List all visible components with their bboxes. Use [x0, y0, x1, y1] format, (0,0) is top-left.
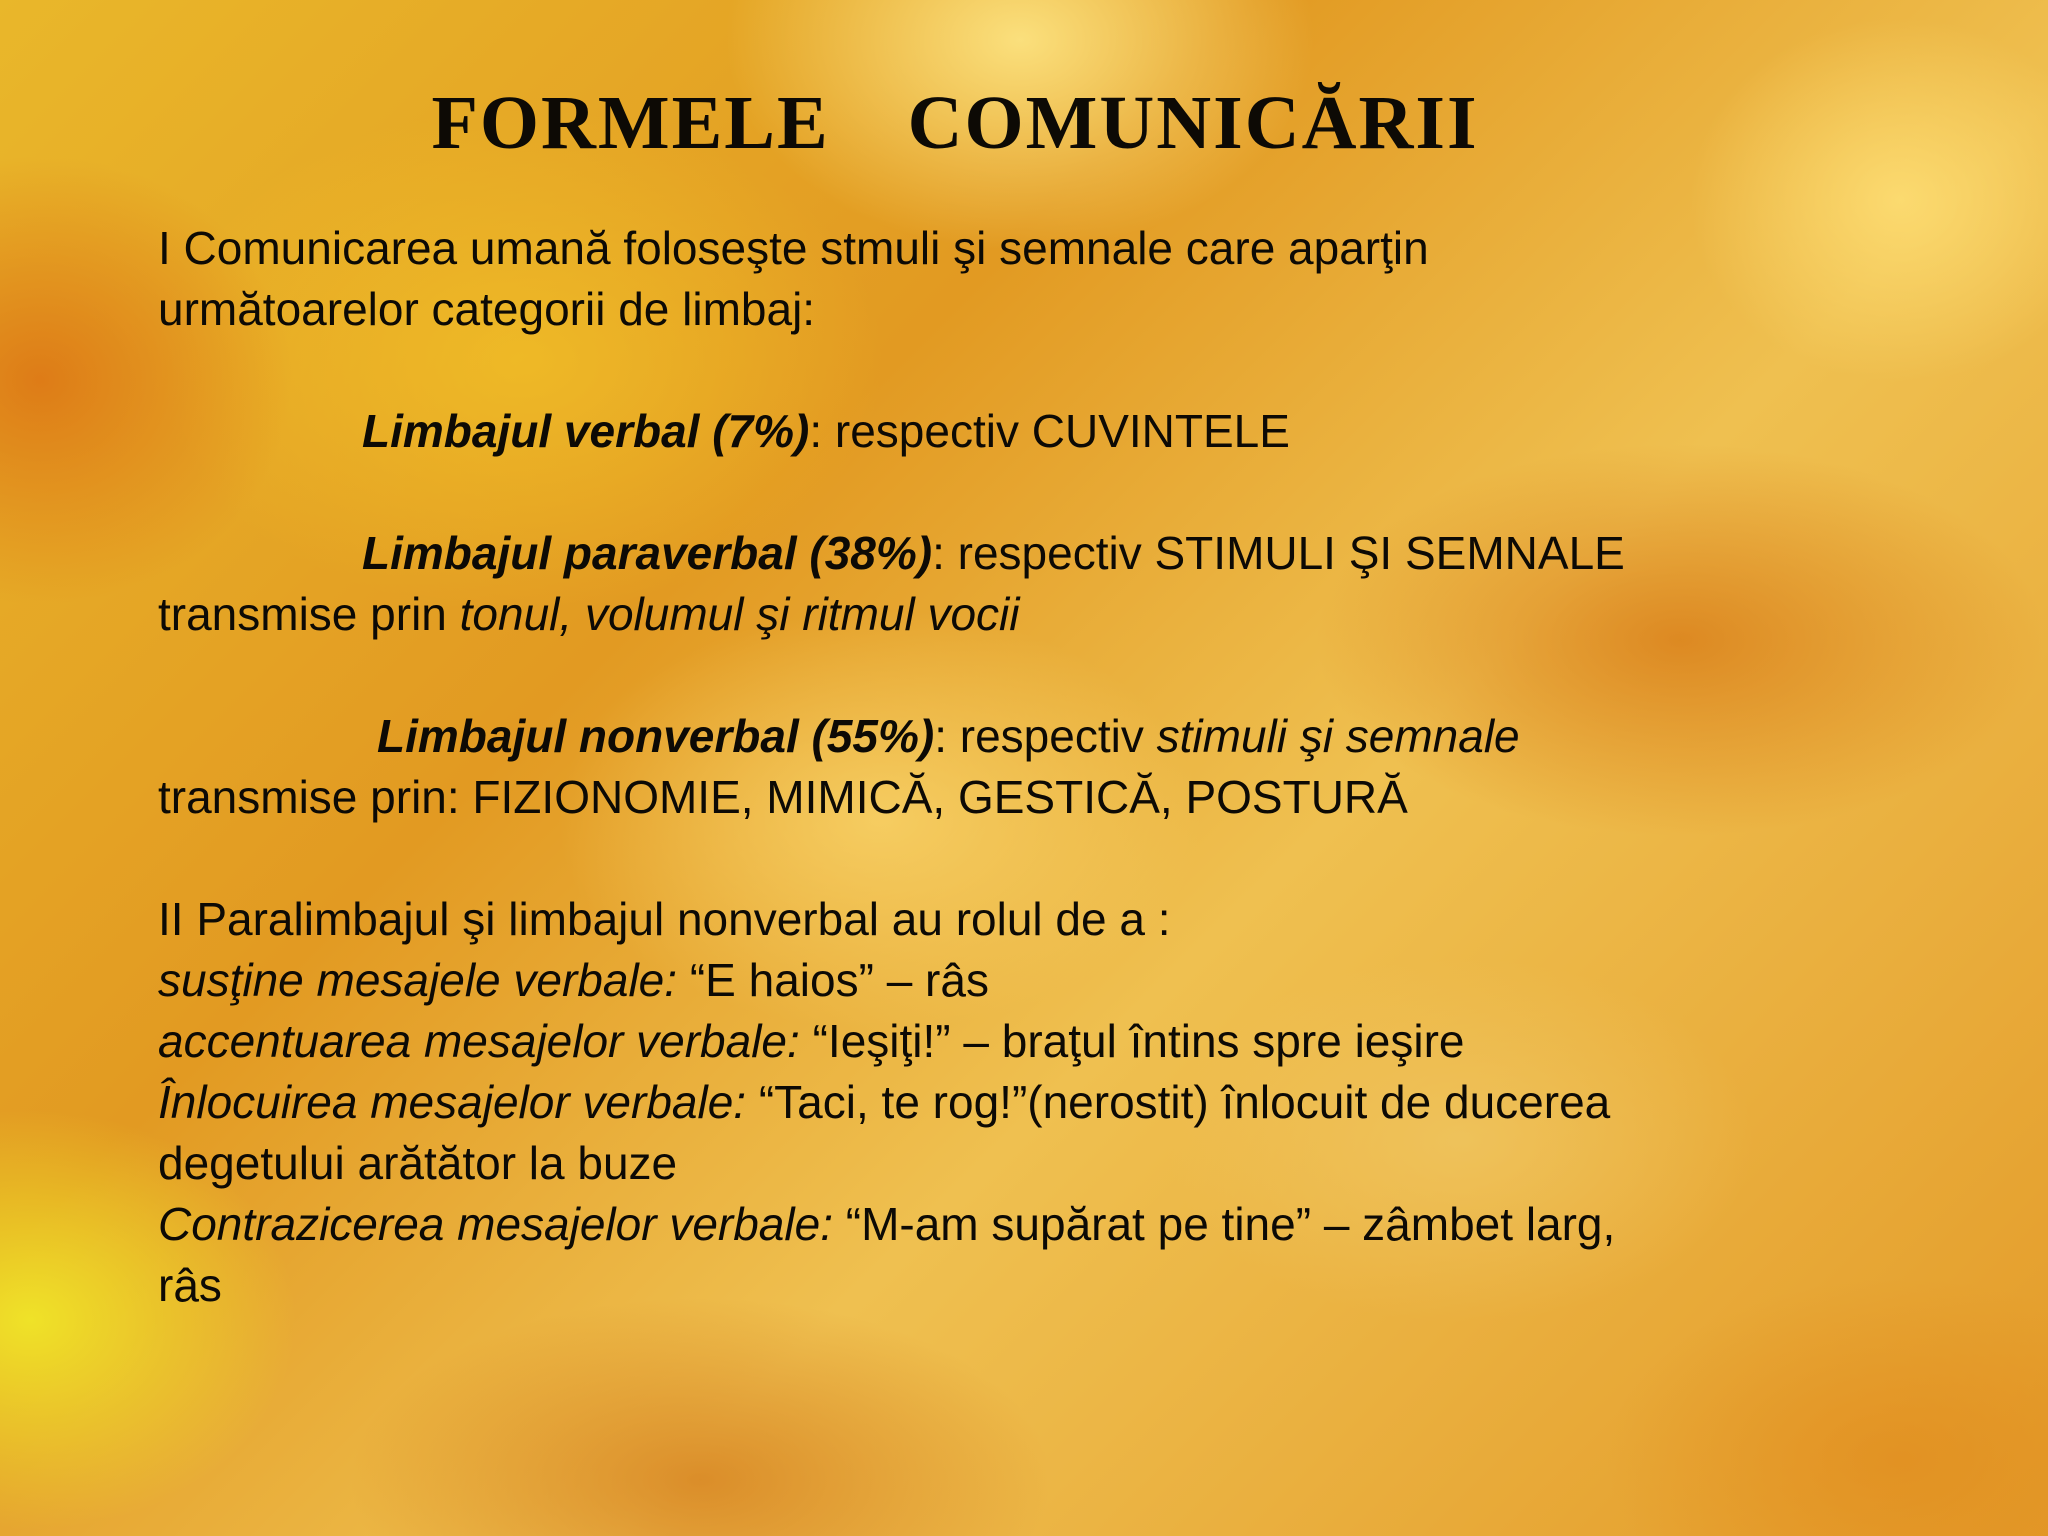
verbal-language-line — [362, 401, 1290, 462]
nonverbal-language-italic: stimuli şi semnale — [1156, 710, 1520, 762]
role-label: accentuarea mesajelor verbale: — [158, 1015, 800, 1067]
role-item-accentuation — [158, 1011, 1465, 1072]
paraverbal-language-label: Limbajul paraverbal (38%) — [362, 527, 933, 579]
paraverbal-language-line-2 — [158, 584, 1020, 645]
verbal-language-text: : respectiv CUVINTELE — [809, 405, 1290, 457]
role-item-contradiction — [158, 1194, 1615, 1255]
section-2-heading: II Paralimbajul şi limbajul nonverbal au rolul de a : — [158, 893, 1171, 945]
nonverbal-language-line — [377, 706, 1520, 767]
verbal-language-label: Limbajul verbal (7%) — [362, 405, 810, 457]
role-label: Înlocuirea mesajelor verbale: — [158, 1076, 747, 1128]
nonverbal-language-text: : respectiv — [934, 710, 1157, 762]
role-example: “M-am supărat pe tine” – zâmbet larg, — [832, 1198, 1616, 1250]
nonverbal-language-line-2: transmise prin: FIZIONOMIE, MIMICĂ, GESTICĂ, POSTURĂ — [158, 771, 1408, 823]
role-item-replacement-line-2: degetului arătător la buze — [158, 1137, 678, 1189]
intro-line-1: I Comunicarea umană foloseşte stmuli şi semnale care aparţin — [158, 222, 1429, 274]
role-label: susţine mesajele verbale: — [158, 954, 678, 1006]
paraverbal-language-line — [362, 523, 1625, 584]
role-example: “E haios” – râs — [677, 954, 989, 1006]
paraverbal-prefix: transmise prin — [158, 588, 460, 640]
role-label: Contrazicerea mesajelor verbale: — [158, 1198, 833, 1250]
role-item-contradiction-line-2: râs — [158, 1259, 222, 1311]
role-example: “Ieşiţi!” – braţul întins spre ieşire — [799, 1015, 1465, 1067]
role-item-replacement — [158, 1072, 1610, 1133]
role-item-support — [158, 950, 989, 1011]
nonverbal-language-label: Limbajul nonverbal (55%) — [377, 710, 935, 762]
role-example: “Taci, te rog!”(nerostit) înlocuit de ducerea — [746, 1076, 1611, 1128]
slide-title: FORMELE COMUNICĂRII — [431, 81, 1479, 165]
paraverbal-language-text: : respectiv STIMULI ŞI SEMNALE — [932, 527, 1625, 579]
intro-line-2: următoarelor categorii de limbaj: — [158, 283, 816, 335]
paraverbal-detail: tonul, volumul şi ritmul vocii — [459, 588, 1020, 640]
